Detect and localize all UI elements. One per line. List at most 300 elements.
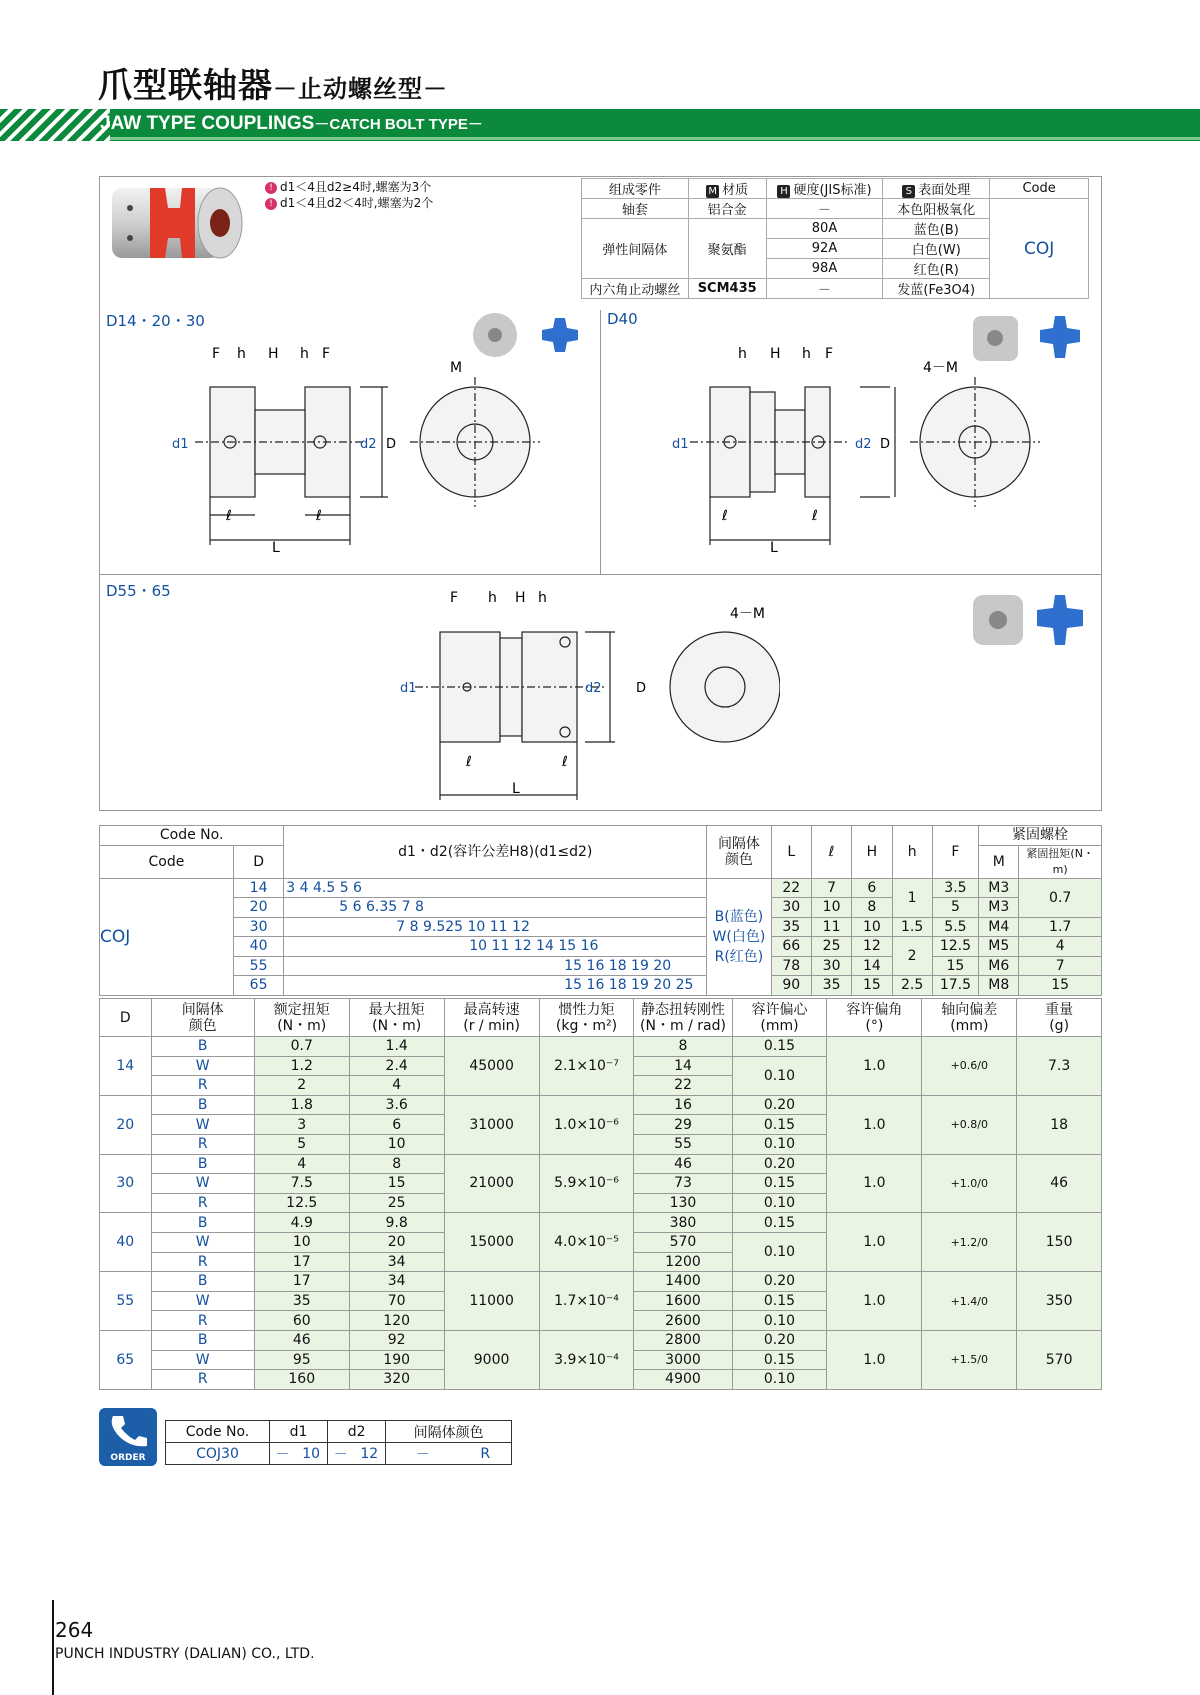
spec2-header: 容许偏角 (°)	[827, 999, 922, 1037]
spec2-stiffness: 22	[634, 1076, 732, 1096]
spec2-color: W	[151, 1056, 254, 1076]
spec2-eccentric: 0.15	[732, 1291, 827, 1311]
spec2-rated-torque: 12.5	[254, 1193, 349, 1213]
mat-cell: 内六角止动螺丝	[582, 279, 689, 299]
spec2-axial: +1.4/0	[922, 1272, 1017, 1331]
spec2-max-torque: 92	[349, 1330, 444, 1350]
spec2-rpm: 11000	[444, 1272, 539, 1331]
spec2-color: B	[151, 1213, 254, 1233]
spec2-stiffness: 2600	[634, 1311, 732, 1331]
spec2-eccentric: 0.20	[732, 1154, 827, 1174]
spec2-header: 额定扭矩 (N・m)	[254, 999, 349, 1037]
drawing-label-d40: D40	[607, 310, 638, 328]
spec2-rated-torque: 0.7	[254, 1037, 349, 1057]
d40-dim-4M: 4－M	[923, 360, 958, 376]
spec1-header-h: h	[892, 826, 932, 879]
spec1-code: COJ	[100, 878, 234, 995]
spec1-F: 3.5	[932, 878, 978, 898]
spec2-inertia: 1.7×10⁻⁴	[539, 1272, 634, 1331]
spec1-header-L: L	[771, 826, 811, 879]
order-value-code: COJ30	[166, 1443, 270, 1465]
spec1-torque: 7	[1019, 956, 1102, 976]
spec2-stiffness: 2800	[634, 1330, 732, 1350]
spec2-header: 轴向偏差 (mm)	[922, 999, 1017, 1037]
spec2-color: R	[151, 1076, 254, 1096]
spec2-max-torque: 34	[349, 1252, 444, 1272]
spec1-header-F: F	[932, 826, 978, 879]
spec2-color: W	[151, 1174, 254, 1194]
spec1-M: M3	[979, 898, 1019, 918]
spec2-axial: +0.8/0	[922, 1095, 1017, 1154]
spec2-color: R	[151, 1252, 254, 1272]
spec1-M: M5	[979, 937, 1019, 957]
spec2-color: R	[151, 1134, 254, 1154]
phone-icon	[99, 1408, 157, 1450]
dim-l-right: ℓ	[316, 508, 322, 524]
spec2-rated-torque: 2	[254, 1076, 349, 1096]
spec2-eccentric: 0.15	[732, 1350, 827, 1370]
spec2-rpm: 9000	[444, 1330, 539, 1389]
hardness-badge-icon: H	[777, 185, 790, 198]
spec2-header: 最大扭矩 (N・m)	[349, 999, 444, 1037]
spacer-b: B(蓝色)	[714, 908, 764, 925]
dim-h-left: h	[237, 346, 246, 362]
spec2-color: W	[151, 1350, 254, 1370]
spec2-eccentric: 0.10	[732, 1193, 827, 1213]
spec2-stiffness: 380	[634, 1213, 732, 1233]
spec2-rpm: 45000	[444, 1037, 539, 1096]
header-stripes	[0, 109, 110, 141]
spec2-D: 65	[100, 1330, 152, 1389]
spec1-d: 15 16 18 19 20	[284, 956, 707, 976]
spec1-header-screw: 紧固螺栓	[979, 826, 1102, 846]
title-en-sub: －CATCH BOLT TYPE－	[314, 116, 483, 133]
note-1	[265, 178, 431, 195]
spec1-header-torque: 紧固扭矩(N・m)	[1019, 845, 1102, 878]
d40-dim-d1: d1	[672, 437, 689, 452]
spec2-max-torque: 190	[349, 1350, 444, 1370]
spec2-max-torque: 4	[349, 1076, 444, 1096]
spec2-color: B	[151, 1037, 254, 1057]
mat-cell: 聚氨酯	[688, 219, 766, 279]
spec2-header: 静态扭转刚性 (N・m / rad)	[634, 999, 732, 1037]
spec2-max-torque: 320	[349, 1370, 444, 1390]
spec2-angle: 1.0	[827, 1037, 922, 1096]
drawing-label-d55: D55・65	[106, 582, 171, 600]
mat-header-surface: S 表面处理	[883, 179, 990, 199]
spec1-H: 14	[852, 956, 892, 976]
spec2-eccentric: 0.20	[732, 1095, 827, 1115]
mat-cell: 红色(R)	[883, 259, 990, 279]
title-cn-sub: －止动螺丝型－	[273, 75, 448, 103]
order-value-d2: 12	[353, 1443, 385, 1465]
spec1-h: 2	[892, 937, 932, 976]
spec2-rated-torque: 35	[254, 1291, 349, 1311]
spec-table-performance	[99, 998, 1102, 1390]
spec1-header-spacer: 间隔体 颜色	[707, 826, 771, 879]
spec2-rated-torque: 160	[254, 1370, 349, 1390]
spec-table-dimensions	[99, 825, 1102, 996]
spec2-color: B	[151, 1095, 254, 1115]
mat-header-part: 组成零件	[582, 179, 689, 199]
d55-dim-h-left: h	[488, 590, 497, 606]
spec2-color: B	[151, 1330, 254, 1350]
spec2-stiffness: 3000	[634, 1350, 732, 1370]
spec1-F: 17.5	[932, 976, 978, 996]
dim-F-left: F	[212, 346, 221, 362]
spec2-angle: 1.0	[827, 1154, 922, 1213]
spec2-max-torque: 8	[349, 1154, 444, 1174]
spec1-header-D: D	[233, 845, 283, 878]
order-header-d2: d2	[328, 1421, 386, 1443]
page-title-en	[100, 113, 483, 135]
spec2-max-torque: 10	[349, 1134, 444, 1154]
d55-dim-L: L	[512, 781, 520, 797]
spec2-stiffness: 1200	[634, 1252, 732, 1272]
spec1-D: 30	[233, 917, 283, 937]
spec2-stiffness: 130	[634, 1193, 732, 1213]
page-number: 264	[55, 1618, 94, 1642]
spec2-eccentric: 0.15	[732, 1115, 827, 1135]
spec1-d: 5 6 6.35 7 8	[284, 898, 707, 918]
order-dash: －	[270, 1443, 296, 1465]
dim-h-right: h	[300, 346, 309, 362]
spec1-h: 2.5	[892, 976, 932, 996]
spec2-stiffness: 29	[634, 1115, 732, 1135]
spec2-stiffness: 570	[634, 1232, 732, 1252]
spec2-rated-torque: 1.2	[254, 1056, 349, 1076]
spec1-L: 66	[771, 937, 811, 957]
footer-rule	[52, 1600, 54, 1695]
drawing-d14-20-30	[160, 330, 580, 560]
spec1-header-d1d2: d1・d2(容许公差H8)(d1≤d2)	[284, 826, 707, 879]
spec1-h: 1	[892, 878, 932, 917]
spec1-torque: 0.7	[1019, 878, 1102, 917]
spec2-weight: 150	[1017, 1213, 1102, 1272]
spec1-M: M6	[979, 956, 1019, 976]
spec1-D: 20	[233, 898, 283, 918]
parts-photo-d14	[470, 310, 590, 360]
spec2-weight: 7.3	[1017, 1037, 1102, 1096]
spec2-inertia: 3.9×10⁻⁴	[539, 1330, 634, 1389]
spec1-D: 65	[233, 976, 283, 996]
spec2-eccentric: 0.10	[732, 1311, 827, 1331]
spec2-header: 间隔体 颜色	[151, 999, 254, 1037]
drawing-label-d14: D14・20・30	[106, 312, 205, 330]
order-icon-label: ORDER	[110, 1453, 146, 1463]
dim-d2: d2	[360, 437, 377, 452]
mat-cell: 98A	[766, 259, 883, 279]
spec2-eccentric: 0.15	[732, 1037, 827, 1057]
mat-header-hardness: H 硬度(JIS标准)	[766, 179, 883, 199]
spec1-L: 90	[771, 976, 811, 996]
spec1-spacer	[707, 878, 771, 995]
warning-icon: !	[265, 182, 277, 194]
spec2-axial: +1.0/0	[922, 1154, 1017, 1213]
spec2-D: 30	[100, 1154, 152, 1213]
spec1-M: M3	[979, 878, 1019, 898]
spec2-max-torque: 120	[349, 1311, 444, 1331]
spec2-inertia: 4.0×10⁻⁵	[539, 1213, 634, 1272]
spec2-max-torque: 34	[349, 1272, 444, 1292]
spec1-header-l: ℓ	[811, 826, 851, 879]
spec2-color: W	[151, 1291, 254, 1311]
d55-dim-l-right: ℓ	[562, 754, 568, 770]
spec1-H: 10	[852, 917, 892, 937]
dim-D: D	[386, 437, 397, 452]
spec1-D: 14	[233, 878, 283, 898]
spec2-color: W	[151, 1115, 254, 1135]
spec2-stiffness: 16	[634, 1095, 732, 1115]
order-header-codeno: Code No.	[166, 1421, 270, 1443]
d55-dim-d2: d2	[585, 681, 602, 696]
dim-F-right: F	[322, 346, 331, 362]
spec2-max-torque: 3.6	[349, 1095, 444, 1115]
spec1-H: 15	[852, 976, 892, 996]
mat-cell: 发蓝(Fe3O4)	[883, 279, 990, 299]
note-2-text: d1＜4且d2＜4时,螺塞为2个	[280, 196, 434, 210]
header-band-line	[110, 137, 1200, 140]
title-en-main: JAW TYPE COUPLINGS	[100, 113, 315, 134]
spec2-rpm: 31000	[444, 1095, 539, 1154]
d55-dim-l-left: ℓ	[466, 754, 472, 770]
spec1-L: 35	[771, 917, 811, 937]
mat-cell: －	[766, 199, 883, 219]
spec2-eccentric: 0.10	[732, 1232, 827, 1271]
spec1-l: 11	[811, 917, 851, 937]
spec2-weight: 46	[1017, 1154, 1102, 1213]
dim-d1: d1	[172, 437, 189, 452]
spec2-eccentric: 0.10	[732, 1370, 827, 1390]
spec1-F: 5	[932, 898, 978, 918]
spec2-max-torque: 70	[349, 1291, 444, 1311]
spec2-eccentric: 0.10	[732, 1056, 827, 1095]
d40-dim-l-right: ℓ	[812, 508, 818, 524]
spec1-H: 6	[852, 878, 892, 898]
dim-L: L	[272, 540, 280, 556]
order-header-spacer: 间隔体颜色	[386, 1421, 512, 1443]
spec1-d: 7 8 9.525 10 11 12	[284, 917, 707, 937]
mat-cell: 本色阳极氧化	[883, 199, 990, 219]
note-1-text: d1＜4且d2≥4时,螺塞为3个	[280, 180, 432, 194]
spec2-stiffness: 4900	[634, 1370, 732, 1390]
spec2-header: 惯性力矩 (kg・m²)	[539, 999, 634, 1037]
spec1-torque: 1.7	[1019, 917, 1102, 937]
mat-cell: 蓝色(B)	[883, 219, 990, 239]
spec2-color: B	[151, 1272, 254, 1292]
spec1-M: M4	[979, 917, 1019, 937]
drawing-d55-65	[380, 580, 780, 805]
spec1-header-H: H	[852, 826, 892, 879]
spec2-eccentric: 0.15	[732, 1213, 827, 1233]
spec1-torque: 15	[1019, 976, 1102, 996]
spec2-rated-torque: 17	[254, 1252, 349, 1272]
spec2-stiffness: 55	[634, 1134, 732, 1154]
spec2-max-torque: 15	[349, 1174, 444, 1194]
d55-dim-d1: d1	[400, 681, 417, 696]
spec2-stiffness: 73	[634, 1174, 732, 1194]
spec2-rated-torque: 3	[254, 1115, 349, 1135]
spec1-l: 10	[811, 898, 851, 918]
spec2-weight: 18	[1017, 1095, 1102, 1154]
spec1-L: 30	[771, 898, 811, 918]
order-example-table	[165, 1420, 512, 1465]
spec2-stiffness: 1400	[634, 1272, 732, 1292]
d40-dim-h-left: h	[738, 346, 747, 362]
mat-cell: 铝合金	[688, 199, 766, 219]
spec2-color: R	[151, 1193, 254, 1213]
d40-dim-F: F	[825, 346, 834, 362]
spec1-F: 15	[932, 956, 978, 976]
spec2-axial: +0.6/0	[922, 1037, 1017, 1096]
spec2-eccentric: 0.10	[732, 1134, 827, 1154]
note-2	[265, 194, 433, 211]
d40-dim-L: L	[770, 540, 778, 556]
spec2-D: 14	[100, 1037, 152, 1096]
mat-header-code: Code	[990, 179, 1089, 199]
order-icon	[99, 1408, 157, 1466]
page-title-cn	[98, 58, 448, 107]
mat-code: COJ	[990, 199, 1089, 299]
spec2-stiffness: 8	[634, 1037, 732, 1057]
mat-cell: 白色(W)	[883, 239, 990, 259]
spec1-l: 35	[811, 976, 851, 996]
spec2-header: 最高转速 (r / min)	[444, 999, 539, 1037]
surface-badge-icon: S	[902, 185, 915, 198]
spec2-header: 容许偏心 (mm)	[732, 999, 827, 1037]
spec1-H: 8	[852, 898, 892, 918]
spec2-axial: +1.5/0	[922, 1330, 1017, 1389]
mat-cell: 弹性间隔体	[582, 219, 689, 279]
spec2-max-torque: 20	[349, 1232, 444, 1252]
warning-icon: !	[265, 198, 277, 210]
mat-header-material: M 材质	[688, 179, 766, 199]
dim-H: H	[268, 346, 279, 362]
frame-divider-horizontal	[99, 574, 1102, 575]
spec2-max-torque: 2.4	[349, 1056, 444, 1076]
spec2-color: R	[151, 1311, 254, 1331]
spec1-D: 55	[233, 956, 283, 976]
spec2-inertia: 5.9×10⁻⁶	[539, 1154, 634, 1213]
spec1-d: 15 16 18 19 20 25	[284, 976, 707, 996]
spec1-header-code: Code	[100, 845, 234, 878]
spec2-eccentric: 0.15	[732, 1174, 827, 1194]
spec2-inertia: 1.0×10⁻⁶	[539, 1095, 634, 1154]
spec2-rated-torque: 46	[254, 1330, 349, 1350]
spec2-D: 20	[100, 1095, 152, 1154]
spec2-header: 重量 (g)	[1017, 999, 1102, 1037]
spec2-stiffness: 46	[634, 1154, 732, 1174]
spec2-rpm: 21000	[444, 1154, 539, 1213]
spec1-d: 3 4 4.5 5 6	[284, 878, 707, 898]
spec2-color: R	[151, 1370, 254, 1390]
mat-cell: －	[766, 279, 883, 299]
spec2-eccentric: 0.20	[732, 1272, 827, 1292]
material-table	[581, 178, 1089, 299]
spec1-H: 12	[852, 937, 892, 957]
spec2-max-torque: 25	[349, 1193, 444, 1213]
spec2-rpm: 15000	[444, 1213, 539, 1272]
order-dash: －	[386, 1443, 460, 1465]
spec1-h: 1.5	[892, 917, 932, 937]
spec1-header-codeno: Code No.	[100, 826, 284, 846]
spec2-color: W	[151, 1232, 254, 1252]
spec2-max-torque: 9.8	[349, 1213, 444, 1233]
spec1-D: 40	[233, 937, 283, 957]
material-badge-icon: M	[706, 185, 719, 198]
frame-divider-vertical	[600, 310, 601, 574]
order-header-d1: d1	[270, 1421, 328, 1443]
spec2-weight: 570	[1017, 1330, 1102, 1389]
spec2-rated-torque: 4	[254, 1154, 349, 1174]
spec1-l: 25	[811, 937, 851, 957]
d55-dim-D: D	[636, 681, 647, 696]
parts-photo-d55	[965, 590, 1095, 650]
mat-cell: 80A	[766, 219, 883, 239]
d40-dim-d2: d2	[855, 437, 872, 452]
mat-cell: 轴套	[582, 199, 689, 219]
spec2-color: B	[151, 1154, 254, 1174]
spec2-rated-torque: 1.8	[254, 1095, 349, 1115]
order-value-color: R	[459, 1443, 511, 1465]
title-cn-main: 爪型联轴器	[98, 66, 273, 106]
order-dash: －	[328, 1443, 354, 1465]
dim-M: M	[450, 360, 463, 376]
spec1-M: M8	[979, 976, 1019, 996]
spec2-max-torque: 6	[349, 1115, 444, 1135]
spec2-eccentric: 0.20	[732, 1330, 827, 1350]
d40-dim-D: D	[880, 437, 891, 452]
order-value-d1: 10	[295, 1443, 327, 1465]
spec2-rated-torque: 5	[254, 1134, 349, 1154]
spec2-angle: 1.0	[827, 1213, 922, 1272]
spec2-rated-torque: 7.5	[254, 1174, 349, 1194]
spacer-w: W(白色)	[712, 928, 766, 945]
mat-cell: 92A	[766, 239, 883, 259]
d55-dim-F: F	[450, 590, 459, 606]
d40-dim-l-left: ℓ	[722, 508, 728, 524]
company-name: PUNCH INDUSTRY (DALIAN) CO., LTD.	[55, 1646, 315, 1662]
spec2-weight: 350	[1017, 1272, 1102, 1331]
spec1-F: 12.5	[932, 937, 978, 957]
spec2-axial: +1.2/0	[922, 1213, 1017, 1272]
d55-dim-4M: 4－M	[730, 606, 765, 622]
d40-dim-H: H	[770, 346, 781, 362]
spec2-D: 55	[100, 1272, 152, 1331]
d40-dim-h-right: h	[802, 346, 811, 362]
spec2-angle: 1.0	[827, 1272, 922, 1331]
spec1-d: 10 11 12 14 15 16	[284, 937, 707, 957]
d55-dim-h-right: h	[538, 590, 547, 606]
spec2-inertia: 2.1×10⁻⁷	[539, 1037, 634, 1096]
spec2-rated-torque: 60	[254, 1311, 349, 1331]
spec2-rated-torque: 10	[254, 1232, 349, 1252]
spec2-angle: 1.0	[827, 1330, 922, 1389]
spec1-l: 30	[811, 956, 851, 976]
dim-l-left: ℓ	[226, 508, 232, 524]
spec2-rated-torque: 4.9	[254, 1213, 349, 1233]
spec2-stiffness: 1600	[634, 1291, 732, 1311]
spec1-header-M: M	[979, 845, 1019, 878]
spec1-torque: 4	[1019, 937, 1102, 957]
d55-dim-H: H	[515, 590, 526, 606]
mat-cell: SCM435	[688, 279, 766, 299]
spec2-rated-torque: 17	[254, 1272, 349, 1292]
spec2-max-torque: 1.4	[349, 1037, 444, 1057]
spacer-r: R(红色)	[714, 948, 764, 965]
spec2-stiffness: 14	[634, 1056, 732, 1076]
spec2-angle: 1.0	[827, 1095, 922, 1154]
